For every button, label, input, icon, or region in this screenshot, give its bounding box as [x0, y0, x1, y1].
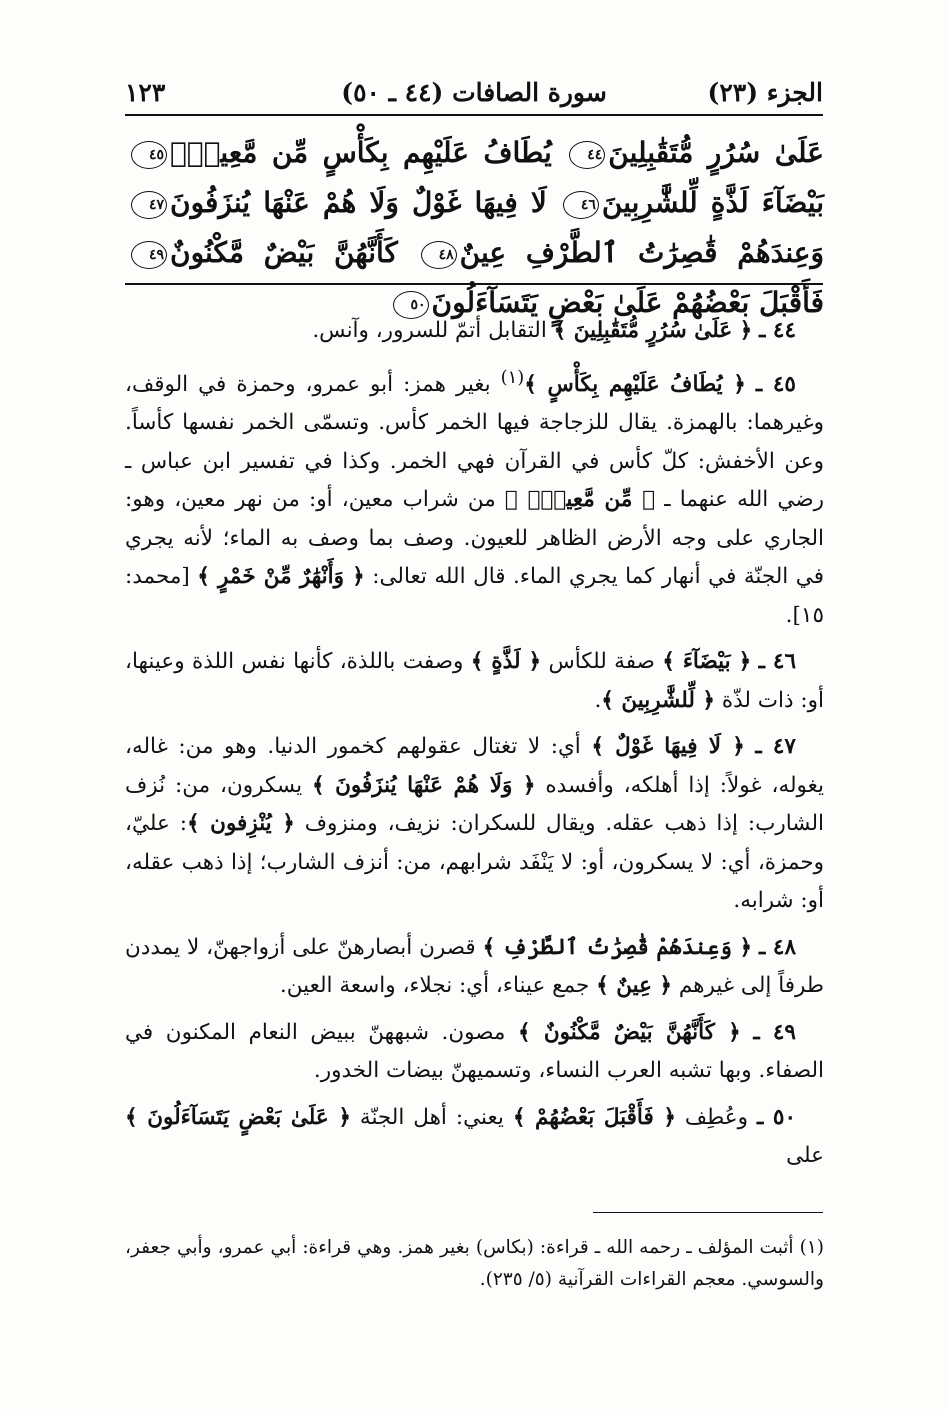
verse-text: فَأَقْبَلَ بَعْضُهُمْ عَلَىٰ بَعْضٍ يَتَسَآءَلُونَ [431, 286, 824, 319]
verse-text: بَيْضَآءَ لَذَّةٍ لِّلشَّٰرِبِينَ [601, 186, 824, 219]
quote: ﴿ بَيْضَآءَ ﴾ [662, 649, 752, 675]
text: قصرن أبصارهنّ على أزواجهنّ، لا يمددن طرفاً إلى غيرهم [125, 934, 824, 999]
surah-title: سورة الصافات (٤٤ ـ ٥٠) [341, 77, 607, 107]
text: يسكرون، من: نُزف الشارب: إذا ذهب عقله. ويقال للسكران: نزيف، ومنزوف [125, 772, 824, 837]
text: بغير همز: أبو عمرو، وحمزة في الوقف، وغيرهما: بالهمزة. يقال للزجاجة فيها الخمر كأس. وتسمّى الخمر نفسها كأساً. وعن الأخفش: كلّ كأس في القرآن فهي الخمر. وكذا في تفسير ابن عباس ـ رضي الله عنهما ـ [125, 371, 824, 513]
commentary-paragraph-45 [125, 359, 824, 636]
verse-ref-number: ٤٨ ـ [759, 934, 797, 960]
commentary-paragraph-49 [125, 1014, 824, 1091]
text: وعُطِف [675, 1104, 757, 1130]
verse-ref-number: ٤٩ ـ [753, 1019, 796, 1045]
quote: ﴿ فَأَقْبَلَ بَعْضُهُمْ ﴾ [512, 1104, 676, 1130]
text: . [594, 687, 602, 713]
verse-text: يُطَافُ عَلَيْهِم بِكَأْسٍ مِّن مَّعِينٍۭ [170, 136, 552, 169]
text: صفة للكأس [541, 649, 663, 675]
verse-number: ٥٠ [393, 291, 429, 319]
text: مصون. شبههنّ ببيض النعام المكنون في الصفاء. وبها تشبه العرب النساء، وتسميهنّ بيضات الخدور. [125, 1019, 824, 1084]
quote: ﴿ مِّن مَّعِينٍۭ ﴾ [504, 487, 656, 513]
footnote-marker[interactable]: (١) [500, 366, 525, 388]
quote: ﴿ وَأَنْهَٰرٌ مِّنْ خَمْرٍ ﴾ [197, 564, 365, 590]
quote: ﴿ عَلَىٰ سُرُرٍ مُّتَقَٰبِلِينَ ﴾ [553, 318, 753, 343]
section-divider [125, 283, 823, 285]
verse-ref-number: ٤٧ ـ [755, 734, 796, 760]
quote: ﴿ لِّلشَّٰرِبِينَ ﴾ [601, 687, 715, 713]
verse-ref-number: ٤٦ ـ [758, 649, 796, 675]
quote: ﴿ وَعِندَهُمْ قَٰصِرَٰتُ ٱلطَّرْفِ ﴾ [482, 934, 753, 960]
text: من شراب معين، أو: من نهر معين، وهو: الجاري على وجه الأرض الظاهر للعيون. وصف بما وصف به الماء؛ لأنه يجري في الجنّة في أنهار كما يجري الماء. قال الله تعالى: [125, 487, 825, 590]
commentary-paragraph-48 [125, 929, 824, 1006]
verse-ref-number: ٤٥ ـ [755, 371, 796, 397]
text: أي: لا تغتال عقولهم كخمور الدنيا. وهو من: غاله، يغوله، غولاً: إذا أهلكه، وأفسده [125, 734, 824, 798]
verse-ref-number: ٥٠ ـ [756, 1104, 796, 1130]
verse-text: كَأَنَّهُنَّ بَيْضٌ مَّكْنُونٌ [170, 236, 398, 269]
verse-number: ٤٨ [421, 241, 457, 269]
footnote: (١) أثبت المؤلف ـ رحمه الله ـ قراءة: (بكاس) بغير همز. وهي قراءة: أبي عمرو، وأبي جعفر، والسوسي. معجم القراءات القرآنية (٥/ ٢٣٥). [125, 1237, 824, 1290]
text: [محمد: ١٥]. [125, 564, 824, 628]
quote: ﴿ عَلَىٰ بَعْضٍ يَتَسَآءَلُونَ ﴾ [125, 1104, 351, 1130]
quote: ﴿ يُطَافُ عَلَيْهِم بِكَأْسٍ ﴾ [524, 371, 746, 397]
text: التقابل أتمّ للسرور، وآنس. [312, 318, 554, 343]
text: على [786, 1143, 824, 1169]
footnote-divider [593, 1212, 823, 1213]
commentary-paragraph-47 [125, 728, 824, 921]
commentary-paragraph-46 [125, 643, 824, 720]
verse-ref-number: ٤٤ ـ [759, 318, 796, 343]
page-header [125, 70, 823, 116]
text: : عليّ، وحمزة، أي: لا يسكرون، أو: لا يَنْفَد شرابهم، من: أنزف الشارب؛ إذا ذهب عقله، أو: شرابه. [125, 811, 824, 914]
quran-text [128, 128, 824, 328]
quote: ﴿ لَذَّةٍ ﴾ [470, 649, 542, 675]
verse-text: لَا فِيهَا غَوْلٌ وَلَا هُمْ عَنْهَا يُنزَفُونَ [170, 186, 547, 219]
verse-number: ٤٦ [563, 191, 599, 219]
juz-label: الجزء (٢٣) [707, 77, 823, 107]
verse-text: وَعِندَهُمْ قَٰصِرَٰتُ ٱلطَّرْفِ عِينٌ [459, 236, 825, 269]
verse-number: ٤٤ [569, 141, 605, 169]
text: جمع عيناء، أي: نجلاء، واسعة العين. [279, 973, 597, 999]
verse-text: عَلَىٰ سُرُرٍ مُّتَقَٰبِلِينَ [608, 136, 825, 169]
quote: ﴿ يُنْزِفون ﴾ [186, 811, 295, 837]
text: وصفت باللذة، كأنها نفس اللذة وعينها، أو: ذات لذّة [125, 649, 824, 713]
commentary [125, 312, 824, 1184]
text: يعني: أهل الجنّة [350, 1104, 513, 1130]
page-number: ١٢٣ [125, 77, 166, 107]
commentary-paragraph-50 [125, 1099, 824, 1176]
commentary-paragraph-44 [125, 312, 824, 351]
verse-number: ٤٩ [131, 241, 167, 269]
verse-number: ٤٥ [131, 141, 167, 169]
quote: ﴿ كَأَنَّهُنَّ بَيْضٌ مَّكْنُونٌ ﴾ [518, 1019, 741, 1045]
quote: ﴿ عِينٌ ﴾ [596, 973, 672, 999]
verse-number: ٤٧ [131, 191, 167, 219]
quote: ﴿ وَلَا هُمْ عَنْهَا يُنزَفُونَ ﴾ [311, 772, 536, 798]
quote: ﴿ لَا فِيهَا غَوْلٌ ﴾ [591, 734, 745, 760]
